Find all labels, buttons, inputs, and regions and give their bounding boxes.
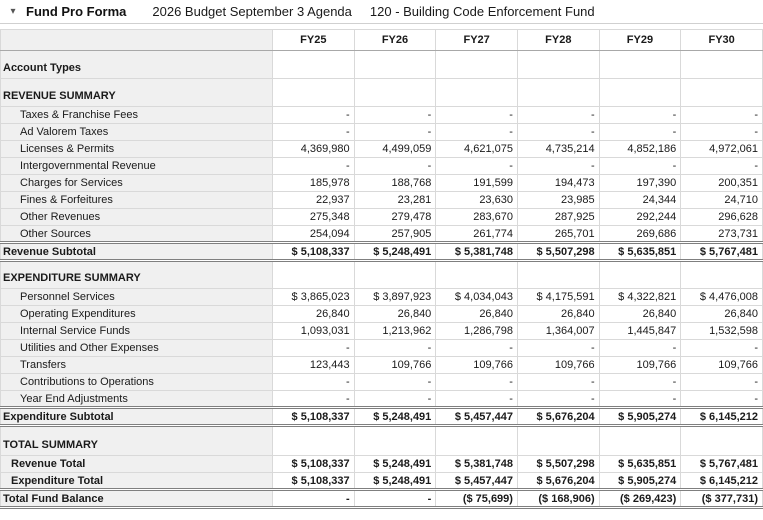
- cell-value: $ 5,248,491: [354, 456, 436, 473]
- cell-value: 123,443: [273, 357, 355, 374]
- cell-value: -: [681, 158, 763, 175]
- cell-value: $ 5,457,447: [436, 408, 518, 426]
- cell-value: 26,840: [436, 306, 518, 323]
- cell-value: [273, 261, 355, 289]
- cell-value: -: [436, 107, 518, 124]
- cell-value: 4,972,061: [681, 141, 763, 158]
- cell-value: [436, 261, 518, 289]
- report-header-bar: [0, 0, 763, 24]
- table-row: [1, 107, 763, 124]
- cell-value: 200,351: [681, 175, 763, 192]
- cell-value: 292,244: [599, 209, 681, 226]
- cell-value: -: [273, 158, 355, 175]
- table-row: [1, 175, 763, 192]
- cell-value: -: [517, 340, 599, 357]
- cell-value: 4,621,075: [436, 141, 518, 158]
- cell-value: $ 5,635,851: [599, 243, 681, 261]
- cell-value: -: [354, 124, 436, 141]
- cell-value: 269,686: [599, 226, 681, 243]
- table-row: [1, 306, 763, 323]
- cell-value: $ 3,865,023: [273, 289, 355, 306]
- cell-value: -: [599, 374, 681, 391]
- table-row: [1, 456, 763, 473]
- cell-value: [273, 51, 355, 79]
- row-label: Licenses & Permits: [1, 141, 273, 158]
- cell-value: [599, 79, 681, 107]
- row-label: Operating Expenditures: [1, 306, 273, 323]
- cell-value: 23,985: [517, 192, 599, 209]
- cell-value: -: [517, 107, 599, 124]
- row-label: Other Sources: [1, 226, 273, 243]
- cell-value: [354, 426, 436, 456]
- column-header-fy25: FY25: [273, 30, 355, 51]
- row-label: Utilities and Other Expenses: [1, 340, 273, 357]
- row-label: Charges for Services: [1, 175, 273, 192]
- cell-value: 279,478: [354, 209, 436, 226]
- cell-value: 197,390: [599, 175, 681, 192]
- cell-value: $ 3,897,923: [354, 289, 436, 306]
- cell-value: 4,369,980: [273, 141, 355, 158]
- cell-value: [681, 261, 763, 289]
- cell-value: -: [436, 374, 518, 391]
- cell-value: 283,670: [436, 209, 518, 226]
- row-label: Internal Service Funds: [1, 323, 273, 340]
- cell-value: $ 5,108,337: [273, 408, 355, 426]
- table-row: [1, 79, 763, 107]
- row-label: Fines & Forfeitures: [1, 192, 273, 209]
- cell-value: 194,473: [517, 175, 599, 192]
- cell-value: [681, 79, 763, 107]
- cell-value: -: [517, 374, 599, 391]
- cell-value: $ 5,767,481: [681, 243, 763, 261]
- cell-value: 287,925: [517, 209, 599, 226]
- row-label: Expenditure Total: [1, 473, 273, 490]
- cell-value: 109,766: [681, 357, 763, 374]
- cell-value: $ 5,248,491: [354, 473, 436, 490]
- cell-value: 24,344: [599, 192, 681, 209]
- table-row: [1, 226, 763, 243]
- cell-value: 22,937: [273, 192, 355, 209]
- cell-value: ($ 377,731): [681, 490, 763, 508]
- report-subtitle-budget: 2026 Budget September 3 Agenda: [152, 4, 352, 19]
- row-label: Account Types: [1, 51, 273, 79]
- cell-value: $ 5,108,337: [273, 473, 355, 490]
- cell-value: -: [354, 158, 436, 175]
- row-label: Intergovernmental Revenue: [1, 158, 273, 175]
- cell-value: -: [681, 124, 763, 141]
- cell-value: $ 5,457,447: [436, 473, 518, 490]
- row-label: TOTAL SUMMARY: [1, 426, 273, 456]
- table-row: [1, 426, 763, 456]
- report-title: Fund Pro Forma: [26, 4, 127, 19]
- cell-value: 1,093,031: [273, 323, 355, 340]
- cell-value: [273, 426, 355, 456]
- cell-value: 257,905: [354, 226, 436, 243]
- row-label: Other Revenues: [1, 209, 273, 226]
- cell-value: $ 4,476,008: [681, 289, 763, 306]
- cell-value: 26,840: [599, 306, 681, 323]
- cell-value: 26,840: [273, 306, 355, 323]
- cell-value: $ 6,145,212: [681, 408, 763, 426]
- row-label: Ad Valorem Taxes: [1, 124, 273, 141]
- cell-value: -: [436, 391, 518, 408]
- report-subtitle-fund: 120 - Building Code Enforcement Fund: [369, 4, 595, 19]
- cell-value: $ 5,507,298: [517, 243, 599, 261]
- cell-value: -: [681, 340, 763, 357]
- cell-value: 1,364,007: [517, 323, 599, 340]
- cell-value: 109,766: [599, 357, 681, 374]
- cell-value: -: [354, 490, 436, 508]
- row-label: Year End Adjustments: [1, 391, 273, 408]
- cell-value: $ 5,108,337: [273, 243, 355, 261]
- cell-value: 109,766: [517, 357, 599, 374]
- cell-value: $ 5,676,204: [517, 408, 599, 426]
- cell-value: -: [681, 374, 763, 391]
- cell-value: -: [436, 124, 518, 141]
- table-row: [1, 490, 763, 508]
- cell-value: -: [436, 340, 518, 357]
- table-row: [1, 243, 763, 261]
- cell-value: $ 5,381,748: [436, 243, 518, 261]
- cell-value: -: [273, 340, 355, 357]
- cell-value: 1,213,962: [354, 323, 436, 340]
- cell-value: 185,978: [273, 175, 355, 192]
- table-row: [1, 289, 763, 306]
- row-label: Transfers: [1, 357, 273, 374]
- table-row: [1, 357, 763, 374]
- row-label: Contributions to Operations: [1, 374, 273, 391]
- cell-value: -: [681, 391, 763, 408]
- row-label: Revenue Subtotal: [1, 243, 273, 261]
- row-label: Expenditure Subtotal: [1, 408, 273, 426]
- row-label: EXPENDITURE SUMMARY: [1, 261, 273, 289]
- table-row: [1, 124, 763, 141]
- column-header-fy29: FY29: [599, 30, 681, 51]
- cell-value: ($ 269,423): [599, 490, 681, 508]
- table-row: [1, 51, 763, 79]
- cell-value: [681, 51, 763, 79]
- row-label: Revenue Total: [1, 456, 273, 473]
- cell-value: $ 5,108,337: [273, 456, 355, 473]
- column-header-fy26: FY26: [354, 30, 436, 51]
- cell-value: -: [599, 391, 681, 408]
- cell-value: [599, 261, 681, 289]
- cell-value: [273, 79, 355, 107]
- row-label: REVENUE SUMMARY: [1, 79, 273, 107]
- cell-value: -: [436, 158, 518, 175]
- cell-value: -: [599, 158, 681, 175]
- cell-value: -: [354, 340, 436, 357]
- cell-value: 191,599: [436, 175, 518, 192]
- table-row: [1, 192, 763, 209]
- cell-value: 109,766: [436, 357, 518, 374]
- cell-value: -: [273, 107, 355, 124]
- cell-value: 265,701: [517, 226, 599, 243]
- cell-value: [517, 426, 599, 456]
- table-row: [1, 408, 763, 426]
- cell-value: -: [273, 391, 355, 408]
- cell-value: 23,630: [436, 192, 518, 209]
- cell-value: $ 5,767,481: [681, 456, 763, 473]
- cell-value: 26,840: [681, 306, 763, 323]
- cell-value: [517, 261, 599, 289]
- cell-value: $ 5,381,748: [436, 456, 518, 473]
- cell-value: 296,628: [681, 209, 763, 226]
- cell-value: 275,348: [273, 209, 355, 226]
- cell-value: $ 4,034,043: [436, 289, 518, 306]
- cell-value: 4,499,059: [354, 141, 436, 158]
- cell-value: $ 4,322,821: [599, 289, 681, 306]
- cell-value: $ 5,676,204: [517, 473, 599, 490]
- table-row: [1, 473, 763, 490]
- cell-value: [436, 51, 518, 79]
- corner-cell: [1, 30, 273, 51]
- cell-value: -: [354, 391, 436, 408]
- cell-value: 109,766: [354, 357, 436, 374]
- table-row: [1, 158, 763, 175]
- cell-value: -: [273, 374, 355, 391]
- cell-value: $ 4,175,591: [517, 289, 599, 306]
- cell-value: [436, 426, 518, 456]
- cell-value: 4,735,214: [517, 141, 599, 158]
- cell-value: -: [681, 107, 763, 124]
- collapse-caret-icon[interactable]: ▾: [10, 6, 16, 17]
- table-row: [1, 391, 763, 408]
- cell-value: [436, 79, 518, 107]
- cell-value: $ 5,905,274: [599, 408, 681, 426]
- cell-value: -: [517, 124, 599, 141]
- cell-value: 23,281: [354, 192, 436, 209]
- fiscal-year-header-row: [1, 30, 763, 51]
- cell-value: [681, 426, 763, 456]
- cell-value: $ 5,248,491: [354, 243, 436, 261]
- cell-value: [517, 79, 599, 107]
- pro-forma-table: [0, 29, 763, 509]
- cell-value: 261,774: [436, 226, 518, 243]
- cell-value: $ 5,905,274: [599, 473, 681, 490]
- table-row: [1, 141, 763, 158]
- cell-value: -: [354, 374, 436, 391]
- column-header-fy30: FY30: [681, 30, 763, 51]
- cell-value: 1,286,798: [436, 323, 518, 340]
- cell-value: -: [599, 107, 681, 124]
- cell-value: [354, 261, 436, 289]
- cell-value: 273,731: [681, 226, 763, 243]
- cell-value: $ 6,145,212: [681, 473, 763, 490]
- table-row: [1, 261, 763, 289]
- cell-value: $ 5,248,491: [354, 408, 436, 426]
- cell-value: 1,532,598: [681, 323, 763, 340]
- cell-value: 1,445,847: [599, 323, 681, 340]
- cell-value: -: [599, 340, 681, 357]
- cell-value: [599, 51, 681, 79]
- cell-value: -: [517, 391, 599, 408]
- table-row: [1, 209, 763, 226]
- column-header-fy27: FY27: [436, 30, 518, 51]
- cell-value: ($ 75,699): [436, 490, 518, 508]
- cell-value: 4,852,186: [599, 141, 681, 158]
- row-label: Taxes & Franchise Fees: [1, 107, 273, 124]
- row-label: Total Fund Balance: [1, 490, 273, 508]
- cell-value: 26,840: [354, 306, 436, 323]
- cell-value: [354, 51, 436, 79]
- cell-value: -: [273, 490, 355, 508]
- cell-value: 26,840: [517, 306, 599, 323]
- cell-value: -: [354, 107, 436, 124]
- row-label: Personnel Services: [1, 289, 273, 306]
- cell-value: -: [599, 124, 681, 141]
- cell-value: [599, 426, 681, 456]
- table-row: [1, 323, 763, 340]
- table-row: [1, 374, 763, 391]
- table-row: [1, 340, 763, 357]
- cell-value: -: [273, 124, 355, 141]
- cell-value: 188,768: [354, 175, 436, 192]
- cell-value: 254,094: [273, 226, 355, 243]
- cell-value: 24,710: [681, 192, 763, 209]
- cell-value: -: [517, 158, 599, 175]
- cell-value: [354, 79, 436, 107]
- cell-value: $ 5,507,298: [517, 456, 599, 473]
- column-header-fy28: FY28: [517, 30, 599, 51]
- cell-value: ($ 168,906): [517, 490, 599, 508]
- cell-value: $ 5,635,851: [599, 456, 681, 473]
- cell-value: [517, 51, 599, 79]
